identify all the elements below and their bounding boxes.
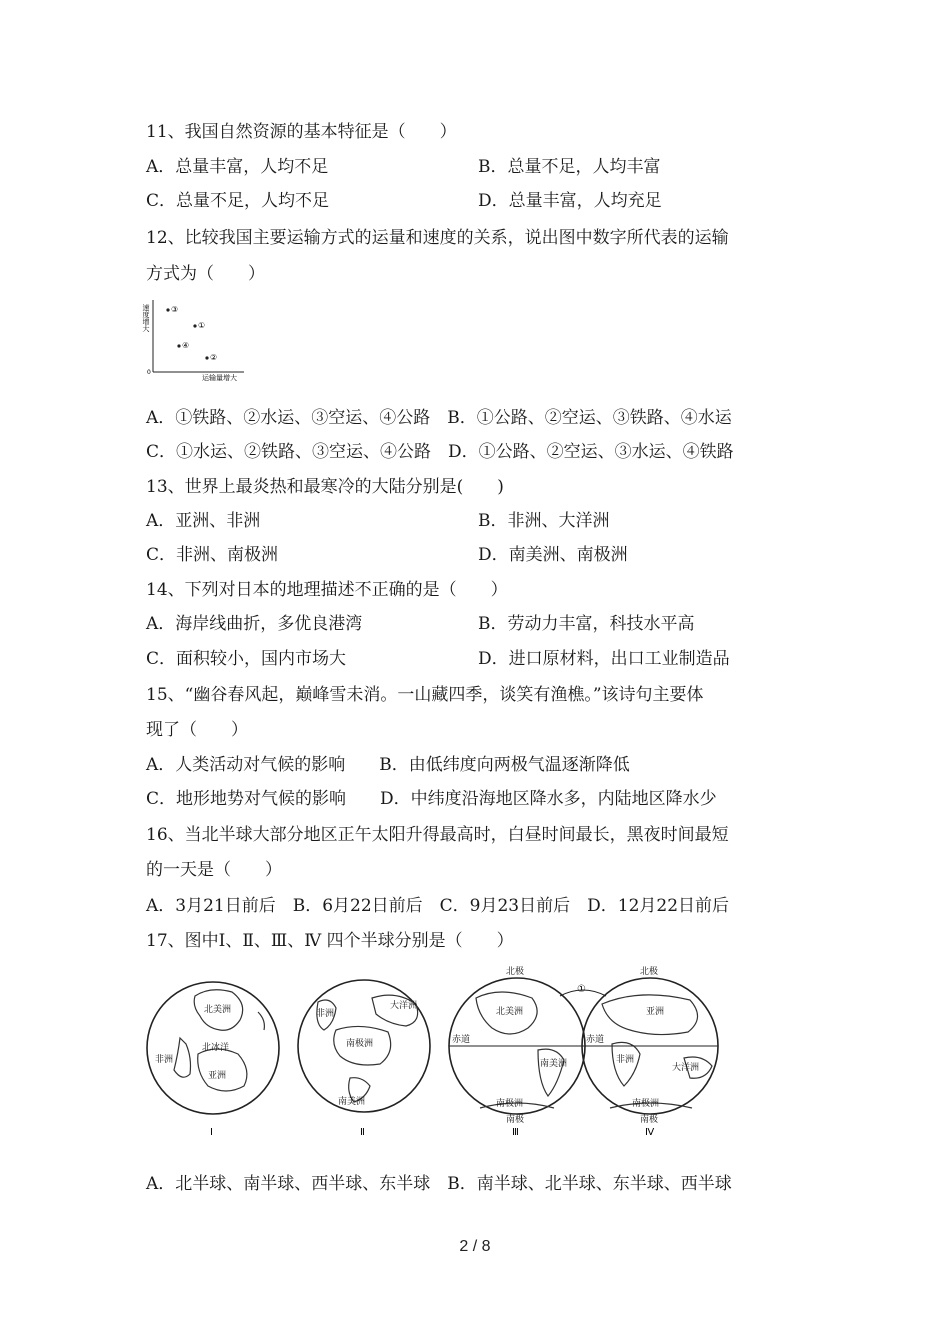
g2-text-4: 南美洲	[338, 1097, 366, 1107]
g4-text-2: 亚洲	[646, 1007, 665, 1017]
g4-text-5: 大洋洲	[672, 1063, 700, 1073]
g3-text-4: 南美洲	[540, 1059, 568, 1069]
arrow-mark: ①	[577, 984, 586, 995]
q11-option-b: B．总量不足，人均丰富	[478, 157, 661, 177]
chart-origin: 0	[147, 369, 151, 376]
g3-text-5: 南极洲	[496, 1099, 524, 1109]
q15-stem: 15、“幽谷春风起，巅峰雪未消。一山藏四季，谈笑有渔樵。”该诗句主要体	[146, 685, 704, 705]
q15-options-cd: C．地形地势对气候的影响 D．中纬度沿海地区降水多，内陆地区降水少	[146, 789, 717, 809]
g3-text-1: 北极	[506, 967, 525, 977]
q16-stem: 16、当北半球大部分地区正午太阳升得最高时，白昼时间最长，黑夜时间最短	[146, 825, 729, 845]
chart-xlabel: 运输量增大	[202, 374, 237, 382]
g4-text-3: 赤道	[586, 1035, 605, 1045]
g1-text-3: 非洲	[155, 1055, 174, 1065]
q14-stem: 14、下列对日本的地理描述不正确的是（ ）	[146, 580, 508, 600]
q14-option-b: B．劳动力丰富，科技水平高	[478, 614, 695, 634]
chart-point-4	[177, 344, 180, 347]
q16-options: A．3月21日前后 B．6月22日前后 C．9月23日前后 D．12月22日前后	[146, 896, 730, 916]
g1-text-1: 北美洲	[204, 1005, 232, 1015]
q12-options-ab: A．①铁路、②水运、③空运、④公路 B．①公路、②空运、③铁路、④水运	[146, 408, 732, 428]
q17-stem: 17、图中Ⅰ、Ⅱ、Ⅲ、Ⅳ 四个半球分别是（ ）	[146, 931, 514, 951]
q13-stem: 13、世界上最炎热和最寒冷的大陆分别是( )	[146, 477, 504, 497]
chart-point-3	[166, 308, 169, 311]
g4-text-1: 北极	[640, 967, 659, 977]
q15-options-ab: A．人类活动对气候的影响 B．由低纬度向两极气温逐渐降低	[146, 755, 630, 775]
chart-ylabel: 速度增大	[142, 304, 150, 332]
g3-label: Ⅲ	[512, 1127, 519, 1138]
q16-stem-cont: 的一天是（ ）	[146, 860, 282, 880]
hemispheres-figure	[140, 958, 730, 1138]
q11-option-c: C．总量不足，人均不足	[146, 191, 330, 211]
q11-stem: 11、我国自然资源的基本特征是（ ）	[146, 122, 457, 142]
q12-options-cd: C．①水运、②铁路、③空运、④公路 D．①公路、②空运、③水运、④铁路	[146, 442, 734, 462]
q11-option-d: D．总量丰富，人均充足	[478, 191, 662, 211]
q13-option-c: C．非洲、南极洲	[146, 545, 279, 565]
g4-text-7: 南极	[640, 1115, 659, 1125]
g1-label: Ⅰ	[210, 1127, 213, 1138]
q17-options-ab: A．北半球、南半球、西半球、东半球 B．南半球、北半球、东半球、西半球	[146, 1174, 732, 1194]
g2-text-3: 南极洲	[346, 1039, 374, 1049]
q14-option-d: D．进口原材料，出口工业制造品	[478, 649, 730, 669]
g4-text-4: 非洲	[616, 1055, 635, 1065]
q14-option-a: A．海岸线曲折，多优良港湾	[146, 614, 363, 634]
q12-stem: 12、比较我国主要运输方式的运量和速度的关系，说出图中数字所代表的运输	[146, 228, 729, 248]
chart-label-3: ③	[171, 305, 179, 314]
g4-text-6: 南极洲	[632, 1099, 660, 1109]
g1-text-2: 北冰洋	[202, 1043, 230, 1053]
g2-label: Ⅱ	[360, 1127, 365, 1138]
page-number: 2 / 8	[459, 1238, 491, 1255]
q12-stem-cont: 方式为（ ）	[146, 264, 265, 284]
g3-text-6: 南极	[506, 1115, 525, 1125]
q13-option-a: A．亚洲、非洲	[146, 511, 261, 531]
q13-option-d: D．南美洲、南极洲	[478, 545, 628, 565]
g1-text-4: 亚洲	[208, 1071, 227, 1081]
q15-stem-cont: 现了（ ）	[146, 720, 248, 740]
g2-text-2: 大洋洲	[390, 1001, 418, 1011]
q13-option-b: B．非洲、大洋洲	[478, 511, 610, 531]
chart-point-1	[193, 324, 196, 327]
transport-chart	[140, 296, 250, 382]
chart-label-4: ④	[182, 341, 190, 350]
q14-option-c: C．面积较小，国内市场大	[146, 649, 347, 669]
chart-point-2	[205, 356, 208, 359]
g3-text-3: 赤道	[452, 1035, 471, 1045]
q11-option-a: A．总量丰富，人均不足	[146, 157, 329, 177]
g4-label: Ⅳ	[645, 1127, 655, 1138]
g2-text-1: 非洲	[316, 1009, 335, 1019]
chart-label-1: ①	[198, 321, 206, 330]
g3-text-2: 北美洲	[496, 1007, 524, 1017]
chart-label-2: ②	[210, 353, 218, 362]
